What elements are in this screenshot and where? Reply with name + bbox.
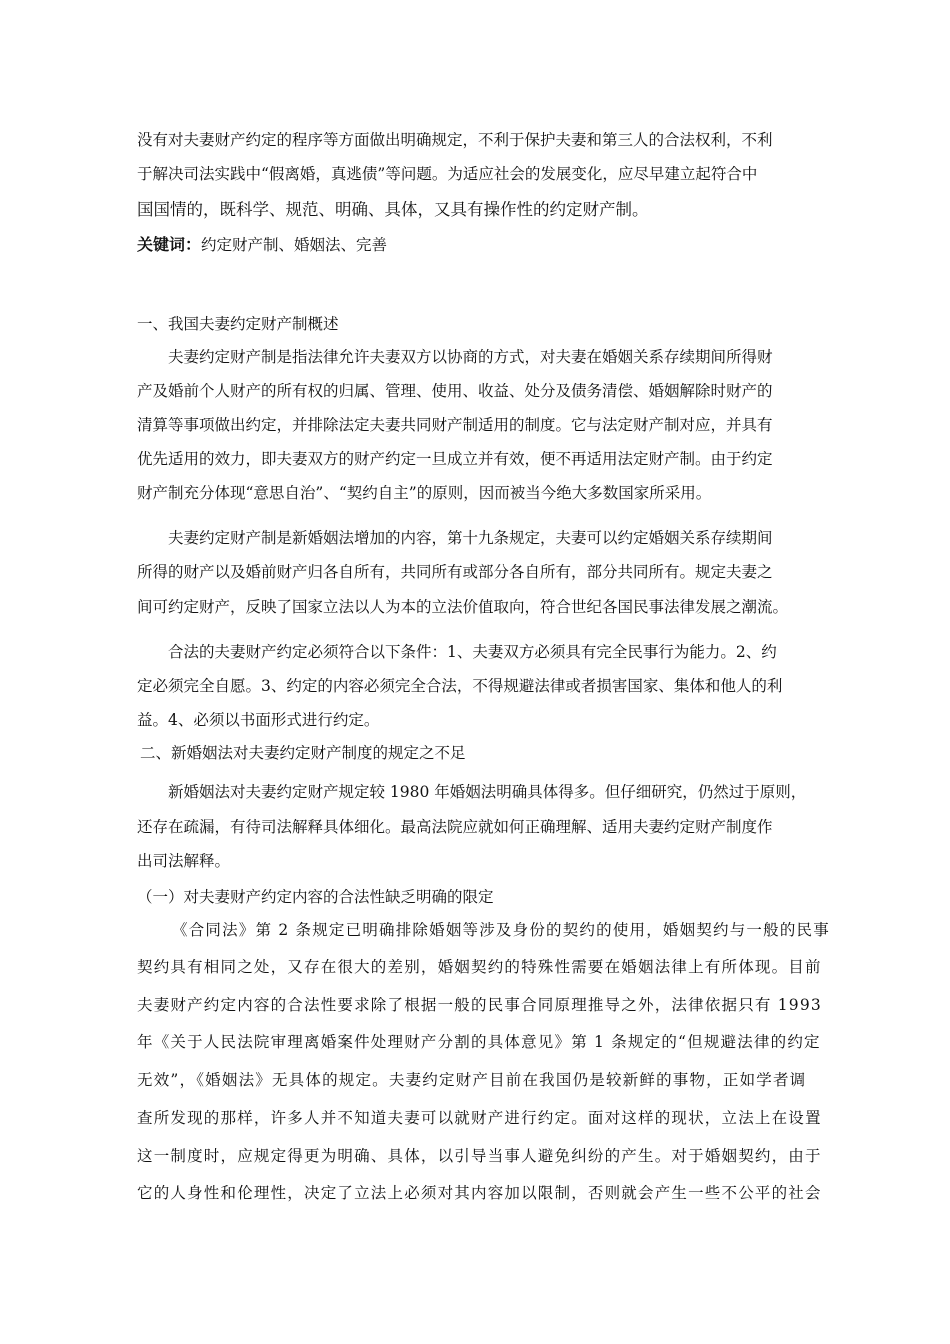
paragraph-line: 夫妻财产约定内容的合法性要求除了根据一般的民事合同原理推导之外，法律依据只有 1993 — [137, 996, 822, 1014]
section-heading: 二、新婚姻法对夫妻约定财产制度的规定之不足 — [140, 744, 466, 762]
paragraph-line: 无效”，《婚姻法》无具体的规定。夫妻约定财产目前在我国仍是较新鲜的事物，正如学者调 — [137, 1071, 807, 1089]
subsection-heading: （一）对夫妻财产约定内容的合法性缺乏明确的限定 — [137, 888, 494, 906]
paragraph-line: 清算等事项做出约定，并排除法定夫妻共同财产制适用的制度。它与法定财产制对应，并具有 — [137, 416, 773, 434]
paragraph-line: 《合同法》第 2 条规定已明确排除婚姻等涉及身份的契约的使用，婚姻契约与一般的民事 — [172, 921, 830, 939]
paragraph-line: 年《关于人民法院审理离婚案件处理财产分割的具体意见》第 1 条规定的“但规避法律的约定 — [137, 1033, 821, 1051]
paragraph-line: 优先适用的效力，即夫妻双方的财产约定一旦成立并有效，便不再适用法定财产制。由于约定 — [137, 450, 773, 468]
paragraph-line: 间可约定财产，反映了国家立法以人为本的立法价值取向，符合世纪各国民事法律发展之潮流。 — [137, 598, 789, 616]
paragraph-line: 新婚姻法对夫妻约定财产规定较 1980 年婚姻法明确具体得多。但仔细研究，仍然过于原则， — [168, 783, 807, 801]
abstract-line: 于解决司法实践中“假离婚，真逃债”等问题。为适应社会的发展变化，应尽早建立起符合中 — [137, 165, 758, 183]
paragraph-line: 出司法解释。 — [137, 852, 231, 870]
paragraph-line: 合法的夫妻财产约定必须符合以下条件：1、夫妻双方必须具有完全民事行为能力。2、约 — [168, 643, 777, 661]
keywords-label: 关键词： — [137, 235, 202, 254]
keywords-text: 约定财产制、婚姻法、完善 — [201, 236, 388, 254]
paragraph-line: 产及婚前个人财产的所有权的归属、管理、使用、收益、处分及债务清偿、婚姻解除时财产的 — [137, 382, 773, 400]
paragraph-line: 还存在疏漏，有待司法解释具体细化。最高法院应就如何正确理解、适用夫妻约定财产制度作 — [137, 818, 773, 836]
paragraph-line: 夫妻约定财产制是指法律允许夫妻双方以协商的方式，对夫妻在婚姻关系存续期间所得财 — [168, 348, 773, 366]
paragraph-line: 财产制充分体现“意思自治”、“契约自主”的原则，因而被当今绝大多数国家所采用。 — [137, 484, 712, 502]
abstract-line: 国国情的，既科学、规范、明确、具体，又具有操作性的约定财产制。 — [137, 200, 649, 219]
paragraph-line: 所得的财产以及婚前财产归各自所有，共同所有或部分各自所有，部分共同所有。规定夫妻之 — [137, 563, 773, 581]
paragraph-line: 它的人身性和伦理性，决定了立法上必须对其内容加以限制，否则就会产生一些不公平的社会 — [137, 1184, 822, 1202]
keywords — [137, 234, 387, 256]
paragraph-line: 契约具有相同之处，又存在很大的差别，婚姻契约的特殊性需要在婚姻法律上有所体现。目前 — [137, 958, 822, 976]
section-heading: 一、我国夫妻约定财产制概述 — [137, 315, 339, 333]
paragraph-line: 益。4、必须以书面形式进行约定。 — [137, 711, 380, 729]
abstract-line: 没有对夫妻财产约定的程序等方面做出明确规定，不利于保护夫妻和第三人的合法权利，不利 — [137, 131, 773, 149]
paragraph-line: 夫妻约定财产制是新婚姻法增加的内容，第十九条规定，夫妻可以约定婚姻关系存续期间 — [168, 529, 773, 547]
paragraph-line: 查所发现的那样，许多人并不知道夫妻可以就财产进行约定。面对这样的现状，立法上在设置 — [137, 1109, 822, 1127]
paragraph-line: 这一制度时，应规定得更为明确、具体，以引导当事人避免纠纷的产生。对于婚姻契约，由于 — [137, 1147, 822, 1165]
paragraph-line: 定必须完全自愿。3、约定的内容必须完全合法，不得规避法律或者损害国家、集体和他人的利 — [137, 677, 783, 695]
